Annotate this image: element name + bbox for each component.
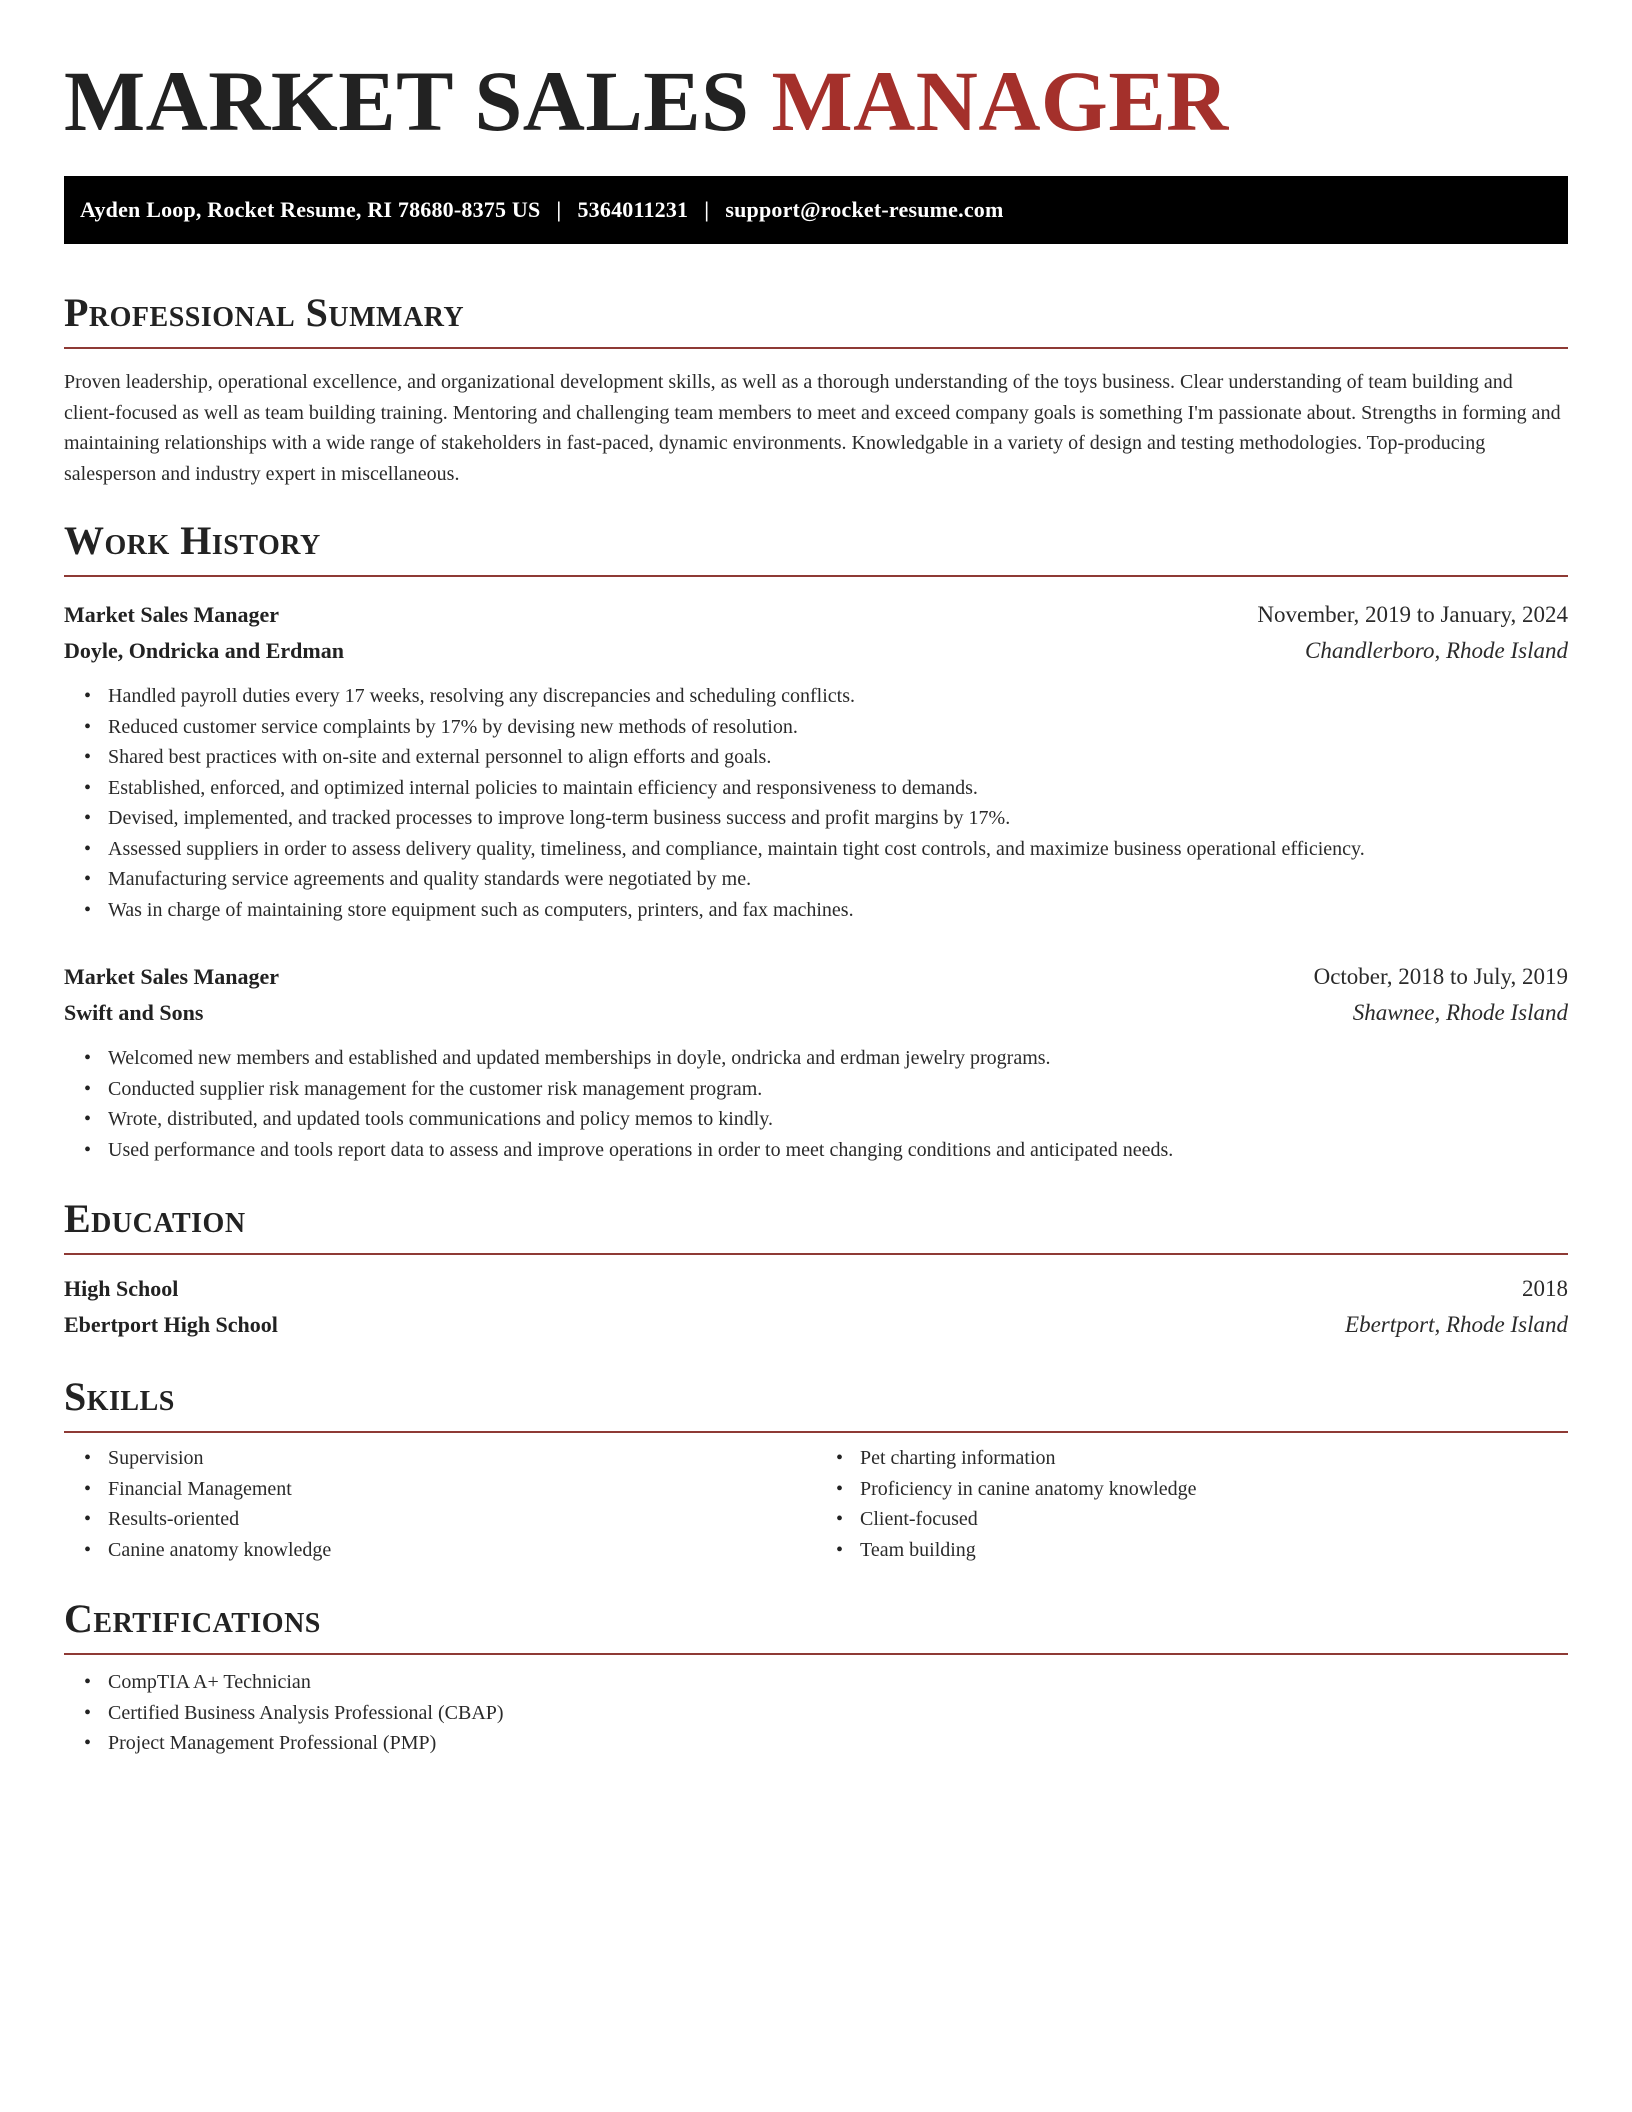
contact-bar <box>64 176 1568 244</box>
education-school: Ebertport High School <box>64 1312 278 1337</box>
job-bullet: • Conducted supplier risk management for the customer risk management program. <box>108 1074 1568 1105</box>
skills-column-left <box>64 1443 816 1565</box>
job-bullet: • Manufacturing service agreements and quality standards were negotiated by me. <box>108 864 1568 895</box>
skill-item: • Team building <box>860 1535 1568 1566</box>
skill-item: • Proficiency in canine anatomy knowledge <box>860 1474 1568 1505</box>
job-dates: October, 2018 to July, 2019 <box>1313 964 1568 989</box>
job-bullet: • Was in charge of maintaining store equipment such as computers, printers, and fax machines. <box>108 895 1568 926</box>
job-entry <box>64 597 1568 925</box>
contact-separator: | <box>556 197 562 222</box>
education-year: 2018 <box>1522 1276 1568 1301</box>
skill-item: • Supervision <box>108 1443 816 1474</box>
certification-item: • Project Management Professional (PMP) <box>108 1728 1568 1759</box>
job-bullet: • Reduced customer service complaints by 17% by devising new methods of resolution. <box>108 712 1568 743</box>
job-entry <box>64 959 1568 1165</box>
education-degree: High School <box>64 1276 179 1301</box>
job-bullet: • Handled payroll duties every 17 weeks, resolving any discrepancies and scheduling conflicts. <box>108 681 1568 712</box>
education-section <box>64 1195 1568 1343</box>
certifications-list <box>64 1667 1568 1759</box>
job-bullet: • Devised, implemented, and tracked processes to improve long-term business success and profit margins by 17%. <box>108 803 1568 834</box>
job-bullet: • Established, enforced, and optimized internal policies to maintain efficiency and responsiveness to demands. <box>108 773 1568 804</box>
skills-column-right <box>816 1443 1568 1565</box>
skill-item: • Results-oriented <box>108 1504 816 1535</box>
job-location: Chandlerboro, Rhode Island <box>1305 638 1568 663</box>
section-heading-education: Education <box>64 1196 246 1241</box>
contact-email: support@rocket-resume.com <box>725 197 1004 222</box>
job-bullets <box>64 681 1568 925</box>
skills-section <box>64 1373 1568 1565</box>
job-bullet: • Wrote, distributed, and updated tools communications and policy memos to kindly. <box>108 1104 1568 1135</box>
section-heading-certifications: Certifications <box>64 1596 321 1641</box>
title-main: MARKET SALES <box>64 53 750 149</box>
certification-item: • Certified Business Analysis Professional (CBAP) <box>108 1698 1568 1729</box>
title-accent: MANAGER <box>771 53 1229 149</box>
education-entry <box>64 1271 1568 1343</box>
work-history-section <box>64 517 1568 1165</box>
section-heading-summary: Professional Summary <box>64 290 465 335</box>
job-title: Market Sales Manager <box>64 964 280 989</box>
summary-text: Proven leadership, operational excellence, and organizational development skills, as well as a thorough understanding of the toys business. Clear understanding of team building and client-focused as well as team building training. Mentoring and challenging team members to meet and exceed company goals is something I'm passionate about. Strengths in forming and maintaining relationships with a wide range of stakeholders in fast-paced, dynamic environments. Knowledgable in a variety of design and testing methodologies. Top-producing salesperson and industry expert in miscellaneous. <box>64 371 1561 485</box>
job-dates: November, 2019 to January, 2024 <box>1257 602 1568 627</box>
job-company: Doyle, Ondricka and Erdman <box>64 638 344 663</box>
contact-separator: | <box>704 197 710 222</box>
job-location: Shawnee, Rhode Island <box>1352 1000 1568 1025</box>
section-heading-work: Work History <box>64 518 321 563</box>
job-bullet: • Welcomed new members and established and updated memberships in doyle, ondricka and erdman jewelry programs. <box>108 1043 1568 1074</box>
summary-section <box>64 289 1568 489</box>
contact-address: Ayden Loop, Rocket Resume, RI 78680-8375 US <box>80 197 541 222</box>
section-divider <box>64 1253 1568 1255</box>
job-company: Swift and Sons <box>64 1000 204 1025</box>
job-bullets <box>64 1043 1568 1165</box>
skills-grid <box>64 1443 1568 1565</box>
skill-item: • Client-focused <box>860 1504 1568 1535</box>
skill-item: • Pet charting information <box>860 1443 1568 1474</box>
section-divider <box>64 347 1568 349</box>
section-heading-skills: Skills <box>64 1374 175 1419</box>
job-title: Market Sales Manager <box>64 602 280 627</box>
skill-item: • Canine anatomy knowledge <box>108 1535 816 1566</box>
job-bullet: • Shared best practices with on-site and external personnel to align efforts and goals. <box>108 742 1568 773</box>
education-location: Ebertport, Rhode Island <box>1345 1312 1568 1337</box>
section-divider <box>64 1431 1568 1433</box>
job-bullet: • Used performance and tools report data to assess and improve operations in order to meet changing conditions and anticipated needs. <box>108 1135 1568 1166</box>
job-bullet: • Assessed suppliers in order to assess delivery quality, timeliness, and compliance, maintain tight cost controls, and maximize business operational efficiency. <box>108 834 1568 865</box>
certifications-section <box>64 1595 1568 1759</box>
skill-item: • Financial Management <box>108 1474 816 1505</box>
certification-item: • CompTIA A+ Technician <box>108 1667 1568 1698</box>
resume-title <box>64 0 1568 149</box>
section-divider <box>64 1653 1568 1655</box>
contact-phone: 5364011231 <box>577 197 689 222</box>
section-divider <box>64 575 1568 577</box>
